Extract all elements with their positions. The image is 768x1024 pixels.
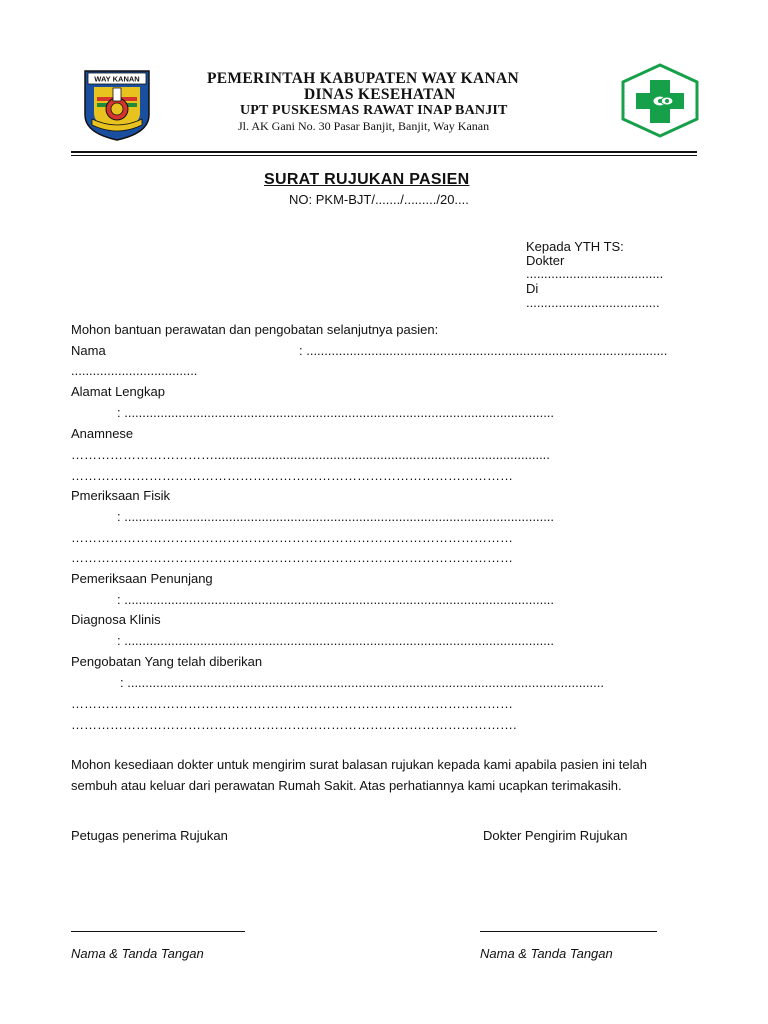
alamat-label: Alamat Lengkap xyxy=(71,384,165,399)
closing-paragraph-line-2: sembuh atau keluar dari perawatan Rumah Sakit. Atas perhatiannya kami ucapkan terimakasih. xyxy=(71,778,622,793)
letterhead-rule-thin xyxy=(71,155,697,156)
letterhead-government-line: PEMERINTAH KABUPATEN WAY KANAN xyxy=(207,70,519,87)
alamat-fill: : ....................................................................................................................... xyxy=(117,405,555,420)
recipient-line-2: Dokter xyxy=(526,253,565,268)
anamnese-fill-2: ………………………………………………………………………………………… xyxy=(71,468,513,483)
nama-label: Nama xyxy=(71,343,106,358)
pemeriksaan-fisik-label: Pmeriksaan Fisik xyxy=(71,488,170,503)
pengobatan-label: Pengobatan Yang telah diberikan xyxy=(71,654,263,669)
pengobatan-fill-1: : .................................................................................................................................... xyxy=(120,675,604,690)
letterhead-department-line: DINAS KESEHATAN xyxy=(304,86,456,103)
pengobatan-fill-2: ………………………………………………………………………………………… xyxy=(71,696,513,711)
diagnosa-klinis-label: Diagnosa Klinis xyxy=(71,612,161,627)
recipient-line-4: Di xyxy=(526,281,539,296)
pemeriksaan-fisik-fill-1: : ....................................................................................................................... xyxy=(117,509,555,524)
recipient-line-5: ..................................... xyxy=(526,295,660,310)
signature-right-line xyxy=(480,931,657,932)
anamnese-label: Anamnese xyxy=(71,426,134,441)
letterhead-institution-line: UPT PUSKESMAS RAWAT INAP BANJIT xyxy=(240,103,508,118)
signature-left-line xyxy=(71,931,245,932)
nama-fill: : .................................................................................................... xyxy=(299,343,668,358)
signature-left-title: Petugas penerima Rujukan xyxy=(71,828,228,843)
pemeriksaan-fisik-fill-2: ………………………………………………………………………………………… xyxy=(71,530,513,545)
way-kanan-regency-emblem xyxy=(82,69,152,141)
pemeriksaan-penunjang-fill: : ....................................................................................................................... xyxy=(117,592,555,607)
pemeriksaan-penunjang-label: Pemeriksaan Penunjang xyxy=(71,571,213,586)
letterhead-rule-thick xyxy=(71,151,697,153)
document-number: NO: PKM-BJT/......./........./20.... xyxy=(289,192,469,207)
signature-right-caption: Nama & Tanda Tangan xyxy=(480,946,613,961)
closing-paragraph-line-1: Mohon kesediaan dokter untuk mengirim surat balasan rujukan kepada kami apabila pasien ini telah xyxy=(71,757,647,772)
letterhead-address: Jl. AK Gani No. 30 Pasar Banjit, Banjit, Way Kanan xyxy=(238,119,490,133)
signature-left-caption: Nama & Tanda Tangan xyxy=(71,946,204,961)
puskesmas-green-cross-logo xyxy=(620,63,700,138)
anamnese-fill-1: ……………………………............................................................................................. xyxy=(71,447,550,462)
diagnosa-klinis-fill: : ....................................................................................................................... xyxy=(117,633,555,648)
document-title: SURAT RUJUKAN PASIEN xyxy=(264,171,470,188)
pengobatan-fill-3: …………………………………………………………………………………………. xyxy=(71,717,517,732)
nama-fill-continued: ................................... xyxy=(71,363,198,378)
pemeriksaan-fisik-fill-3: ………………………………………………………………………………………… xyxy=(71,550,513,565)
recipient-line-1: Kepada YTH TS: xyxy=(526,239,624,254)
emblem-banner-text: WAY KANAN xyxy=(94,74,140,84)
intro-text: Mohon bantuan perawatan dan pengobatan selanjutnya pasien: xyxy=(71,322,439,337)
recipient-line-3: ...................................... xyxy=(526,266,664,281)
signature-right-title: Dokter Pengirim Rujukan xyxy=(483,828,628,843)
